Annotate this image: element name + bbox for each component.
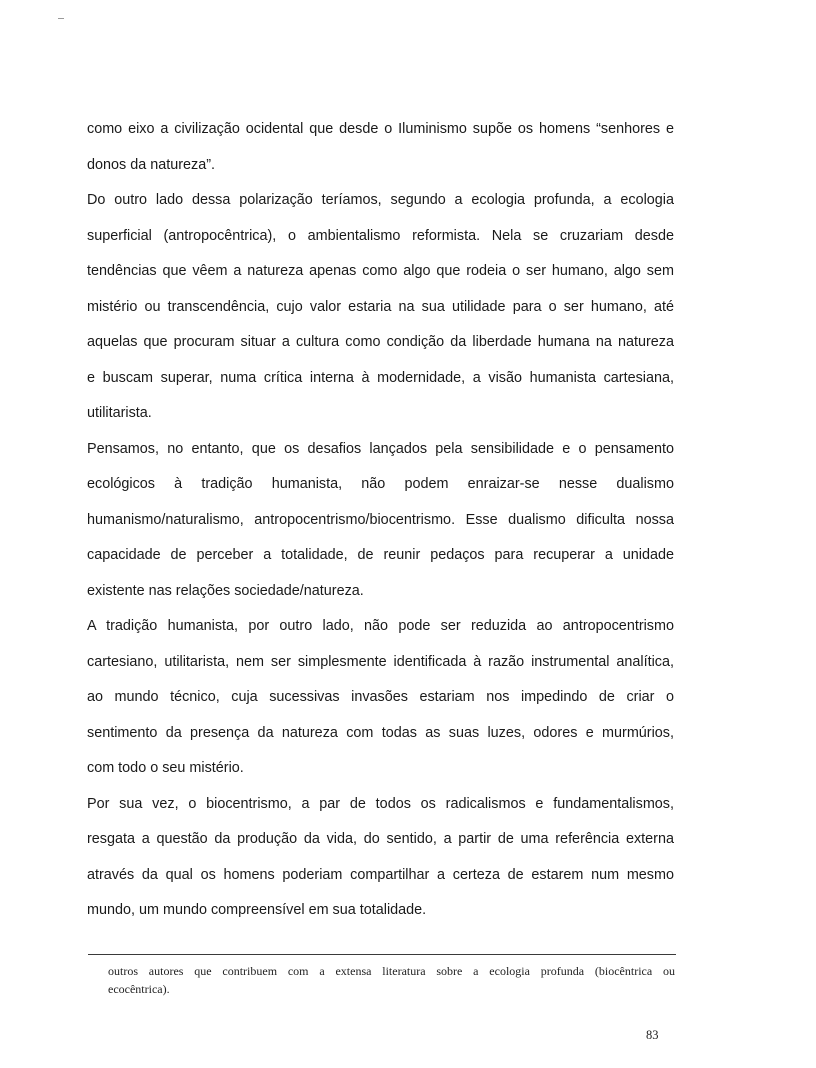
footnote-line: ecocêntrica). <box>108 982 170 996</box>
text-line: capacidade de perceber a totalidade, de reunir pedaços para recuperar a unidade <box>87 547 674 563</box>
scan-mark <box>58 18 64 19</box>
text-line: donos da natureza”. <box>87 156 216 173</box>
text-line: e buscam superar, numa crítica interna à modernidade, a visão humanista cartesiana, <box>87 369 674 386</box>
text-line: sentimento da presença da natureza com todas as suas luzes, odores e murmúrios, <box>87 724 674 741</box>
text-line: cartesiano, utilitarista, nem ser simplesmente identificada à razão instrumental analítica, <box>87 653 674 670</box>
text-line: ecológicos à tradição humanista, não podem enraizar-se nesse dualismo <box>87 476 674 492</box>
text-line: Por sua vez, o biocentrismo, a par de todos os radicalismos e fundamentalismos, <box>87 795 674 812</box>
text-line: utilitarista. <box>87 405 152 421</box>
text-line: mistério ou transcendência, cujo valor estaria na sua utilidade para o ser humano, até <box>87 298 674 315</box>
text-line: ao mundo técnico, cuja sucessivas invasões estariam nos impedindo de criar o <box>87 689 674 705</box>
text-line: Do outro lado dessa polarização teríamos, segundo a ecologia profunda, a ecologia <box>87 192 674 208</box>
text-line: através da qual os homens poderiam compartilhar a certeza de estarem num mesmo <box>87 866 674 883</box>
footnote <box>108 962 675 998</box>
footnote-line: outros autores que contribuem com a extensa literatura sobre a ecologia profunda (biocêntrica ou <box>108 964 675 978</box>
text-line: humanismo/naturalismo, antropocentrismo/biocentrismo. Esse dualismo dificulta nossa <box>87 511 674 528</box>
text-line: com todo o seu mistério. <box>87 760 244 776</box>
page-number: 83 <box>646 1028 659 1042</box>
text-line: Pensamos, no entanto, que os desafios lançados pela sensibilidade e o pensamento <box>87 440 674 457</box>
body-text <box>87 112 674 929</box>
footnote-separator <box>88 954 676 955</box>
text-line: como eixo a civilização ocidental que desde o Iluminismo supõe os homens “senhores e <box>87 121 674 137</box>
text-line: superficial (antropocêntrica), o ambientalismo reformista. Nela se cruzariam desde <box>87 227 674 244</box>
text-line: aquelas que procuram situar a cultura como condição da liberdade humana na natureza <box>87 334 674 350</box>
text-line: A tradição humanista, por outro lado, não pode ser reduzida ao antropocentrismo <box>87 618 674 634</box>
text-line: resgata a questão da produção da vida, do sentido, a partir de uma referência externa <box>87 831 674 847</box>
text-line: tendências que vêem a natureza apenas como algo que rodeia o ser humano, algo sem <box>87 263 674 279</box>
text-line: mundo, um mundo compreensível em sua totalidade. <box>87 902 427 918</box>
text-line: existente nas relações sociedade/natureza. <box>87 582 364 599</box>
